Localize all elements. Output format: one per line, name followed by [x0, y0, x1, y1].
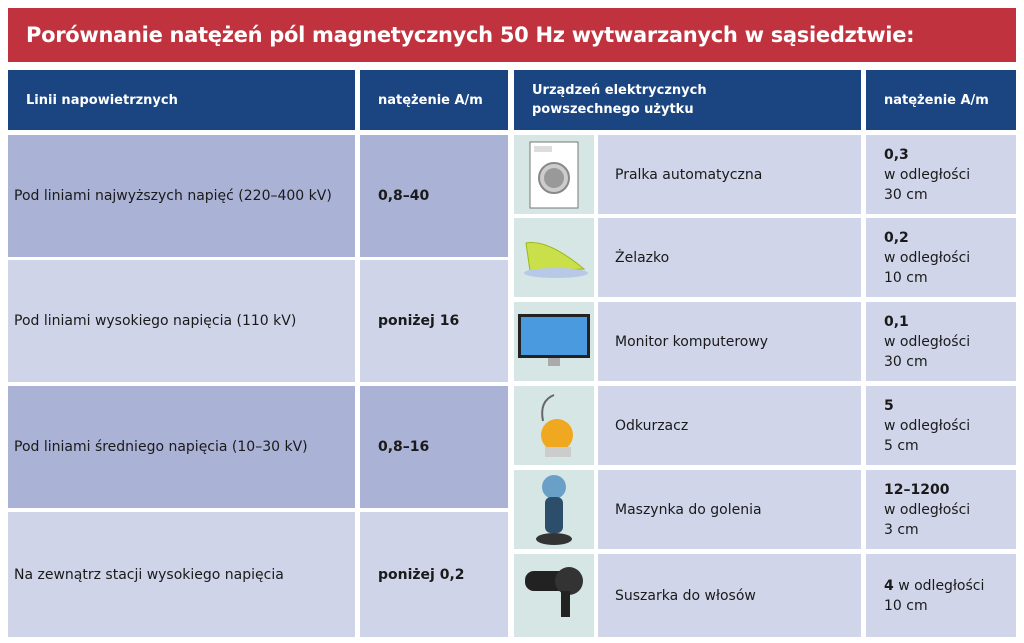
device-distance: 30 cm [884, 353, 928, 370]
device-distance-label: w odległości [884, 333, 971, 350]
device-label-cell [598, 218, 861, 297]
monitor-icon [514, 302, 594, 381]
device-distance-label: w odległości [884, 417, 971, 434]
line-label-cell [8, 135, 355, 257]
device-label-cell [598, 470, 861, 549]
device-distance-label: w odległości [884, 249, 971, 266]
header-devices [514, 70, 861, 130]
iron-icon [514, 218, 594, 297]
device-distance: 5 cm [884, 437, 919, 454]
device-label-cell [598, 135, 861, 214]
device-distance-label: w odległości [884, 501, 971, 518]
shaver-icon [514, 470, 594, 549]
device-value-cell [866, 218, 1016, 297]
line-label-cell [8, 386, 355, 508]
line-label: Pod liniami średniego napięcia (10–30 kV) [14, 439, 308, 455]
hair-dryer-icon [514, 554, 594, 637]
device-value: 0,2 [884, 229, 909, 246]
device-label: Suszarka do włosów [615, 587, 756, 604]
device-distance-label: w odległości [884, 166, 971, 183]
device-value: 4 [884, 577, 894, 594]
device-distance: 3 cm [884, 521, 919, 538]
line-value-cell [360, 386, 508, 508]
header-lines: Linii napowietrznych [8, 70, 355, 130]
header-devices-line1: Urządzeń elektrycznych [532, 83, 707, 98]
line-value: 0,8–16 [378, 439, 430, 455]
device-value-cell [866, 470, 1016, 549]
line-label: Na zewnątrz stacji wysokiego napięcia [14, 566, 284, 583]
device-label-cell [598, 302, 861, 381]
line-label-cell [8, 260, 355, 382]
line-value-cell [360, 512, 508, 637]
vacuum-cleaner-icon [514, 386, 594, 465]
header-intensity-left: natężenie A/m [360, 70, 508, 130]
device-distance: 10 cm [884, 597, 928, 614]
line-value: poniżej 0,2 [378, 566, 465, 583]
line-value-cell [360, 260, 508, 382]
device-label: Monitor komputerowy [615, 333, 769, 350]
page-title: Porównanie natężeń pól magnetycznych 50 Hz wytwarzanych w sąsiedztwie: [8, 8, 1016, 62]
device-value-cell [866, 386, 1016, 465]
device-value-cell [866, 302, 1016, 381]
device-distance: 30 cm [884, 186, 928, 203]
device-value-cell [866, 554, 1016, 637]
device-value: 12–1200 [884, 481, 950, 498]
device-label-cell [598, 554, 861, 637]
header-devices-line2: powszechnego użytku [532, 102, 694, 117]
line-label: Pod liniami wysokiego napięcia (110 kV) [14, 313, 297, 329]
header-intensity-right: natężenie A/m [866, 70, 1016, 130]
device-label: Żelazko [615, 249, 670, 266]
line-label: Pod liniami najwyższych napięć (220–400 kV) [14, 188, 332, 204]
line-value-cell [360, 135, 508, 257]
device-label: Odkurzacz [615, 417, 689, 434]
device-distance-label: w odległości [893, 577, 985, 594]
line-value: poniżej 16 [378, 313, 460, 329]
washing-machine-icon [514, 135, 594, 214]
device-label-cell [598, 386, 861, 465]
device-label: Pralka automatyczna [615, 166, 763, 183]
line-value: 0,8–40 [378, 188, 430, 204]
device-value: 0,1 [884, 313, 909, 330]
device-label: Maszynka do golenia [615, 501, 762, 518]
device-value: 5 [884, 397, 894, 414]
device-value: 0,3 [884, 146, 909, 163]
line-label-cell [8, 512, 355, 637]
device-value-cell [866, 135, 1016, 214]
device-distance: 10 cm [884, 269, 928, 286]
